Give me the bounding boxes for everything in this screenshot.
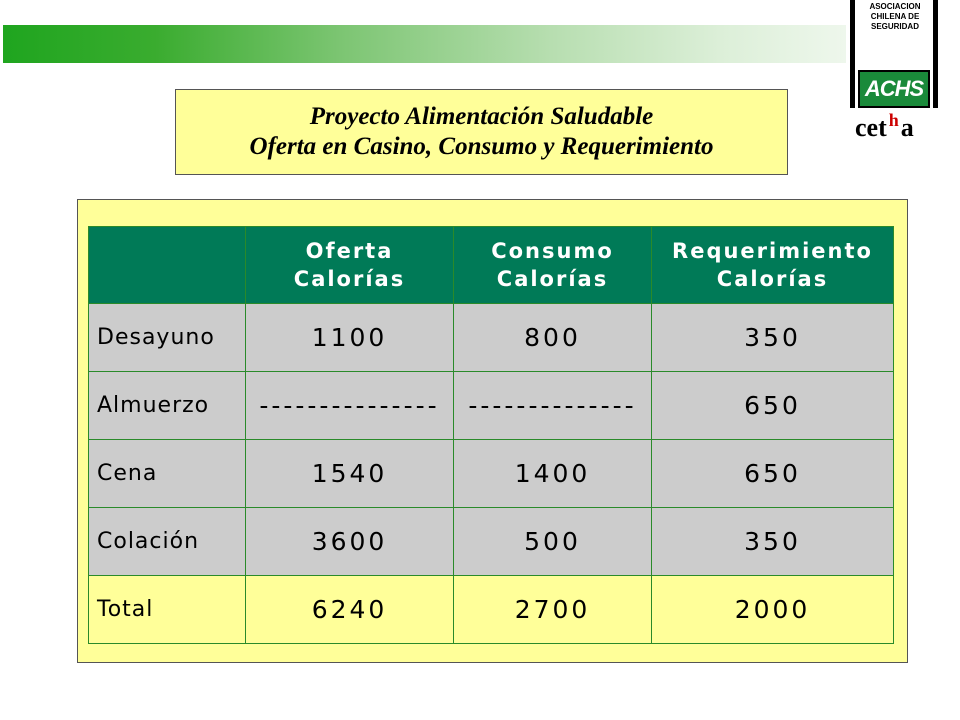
cell-consumo: 800 xyxy=(454,304,652,372)
table-row xyxy=(89,304,894,372)
total-label: Total xyxy=(89,576,246,644)
header-requerimiento-line1: Requerimiento xyxy=(672,239,873,263)
cell-oferta: --------------- xyxy=(246,372,454,440)
logo-org-text: ASOCIACION CHILENA DE SEGURIDAD xyxy=(869,2,921,31)
table-row xyxy=(89,440,894,508)
row-label: Cena xyxy=(89,440,246,508)
cetha-logo xyxy=(855,110,914,143)
achs-logo xyxy=(848,0,940,112)
cell-requerimiento: 650 xyxy=(652,440,894,508)
table-row xyxy=(89,372,894,440)
cell-requerimiento: 350 xyxy=(652,304,894,372)
header-cell-requerimiento xyxy=(652,227,894,304)
logo-frame-left xyxy=(850,0,855,108)
cell-consumo: 500 xyxy=(454,508,652,576)
row-label: Desayuno xyxy=(89,304,246,372)
cetha-text-sup: h xyxy=(888,110,899,130)
header-consumo-line2: Calorías xyxy=(496,267,609,291)
table-row xyxy=(89,508,894,576)
header-consumo-line1: Consumo xyxy=(491,239,614,263)
row-label: Colación xyxy=(89,508,246,576)
cell-oferta: 1540 xyxy=(246,440,454,508)
logo-brand-text: ACHS xyxy=(864,76,924,101)
title-line-1: Proyecto Alimentación Saludable xyxy=(309,103,654,130)
calories-table xyxy=(88,226,894,644)
row-label: Almuerzo xyxy=(89,372,246,440)
cell-consumo: -------------- xyxy=(454,372,652,440)
header-oferta-line2: Calorías xyxy=(293,267,406,291)
header-cell-empty xyxy=(89,227,246,304)
cell-oferta: 1100 xyxy=(246,304,454,372)
logo-frame-right xyxy=(933,0,938,108)
cell-oferta: 3600 xyxy=(246,508,454,576)
cetha-text-pre: cet xyxy=(855,113,887,142)
logo-brand-box xyxy=(858,70,930,108)
title-line-2: Oferta en Casino, Consumo y Requerimiento xyxy=(249,133,714,160)
cell-requerimiento: 650 xyxy=(652,372,894,440)
header-cell-oferta xyxy=(246,227,454,304)
cell-consumo: 1400 xyxy=(454,440,652,508)
header-oferta-line1: Oferta xyxy=(305,239,394,263)
header-requerimiento-line2: Calorías xyxy=(716,267,829,291)
table-header-row xyxy=(89,227,894,304)
cetha-text-post: a xyxy=(900,113,914,142)
table-total-row xyxy=(89,576,894,644)
header-cell-consumo xyxy=(454,227,652,304)
total-requerimiento: 2000 xyxy=(652,576,894,644)
title-box xyxy=(175,89,788,175)
top-gradient-bar xyxy=(3,25,846,63)
cell-requerimiento: 350 xyxy=(652,508,894,576)
total-consumo: 2700 xyxy=(454,576,652,644)
total-oferta: 6240 xyxy=(246,576,454,644)
